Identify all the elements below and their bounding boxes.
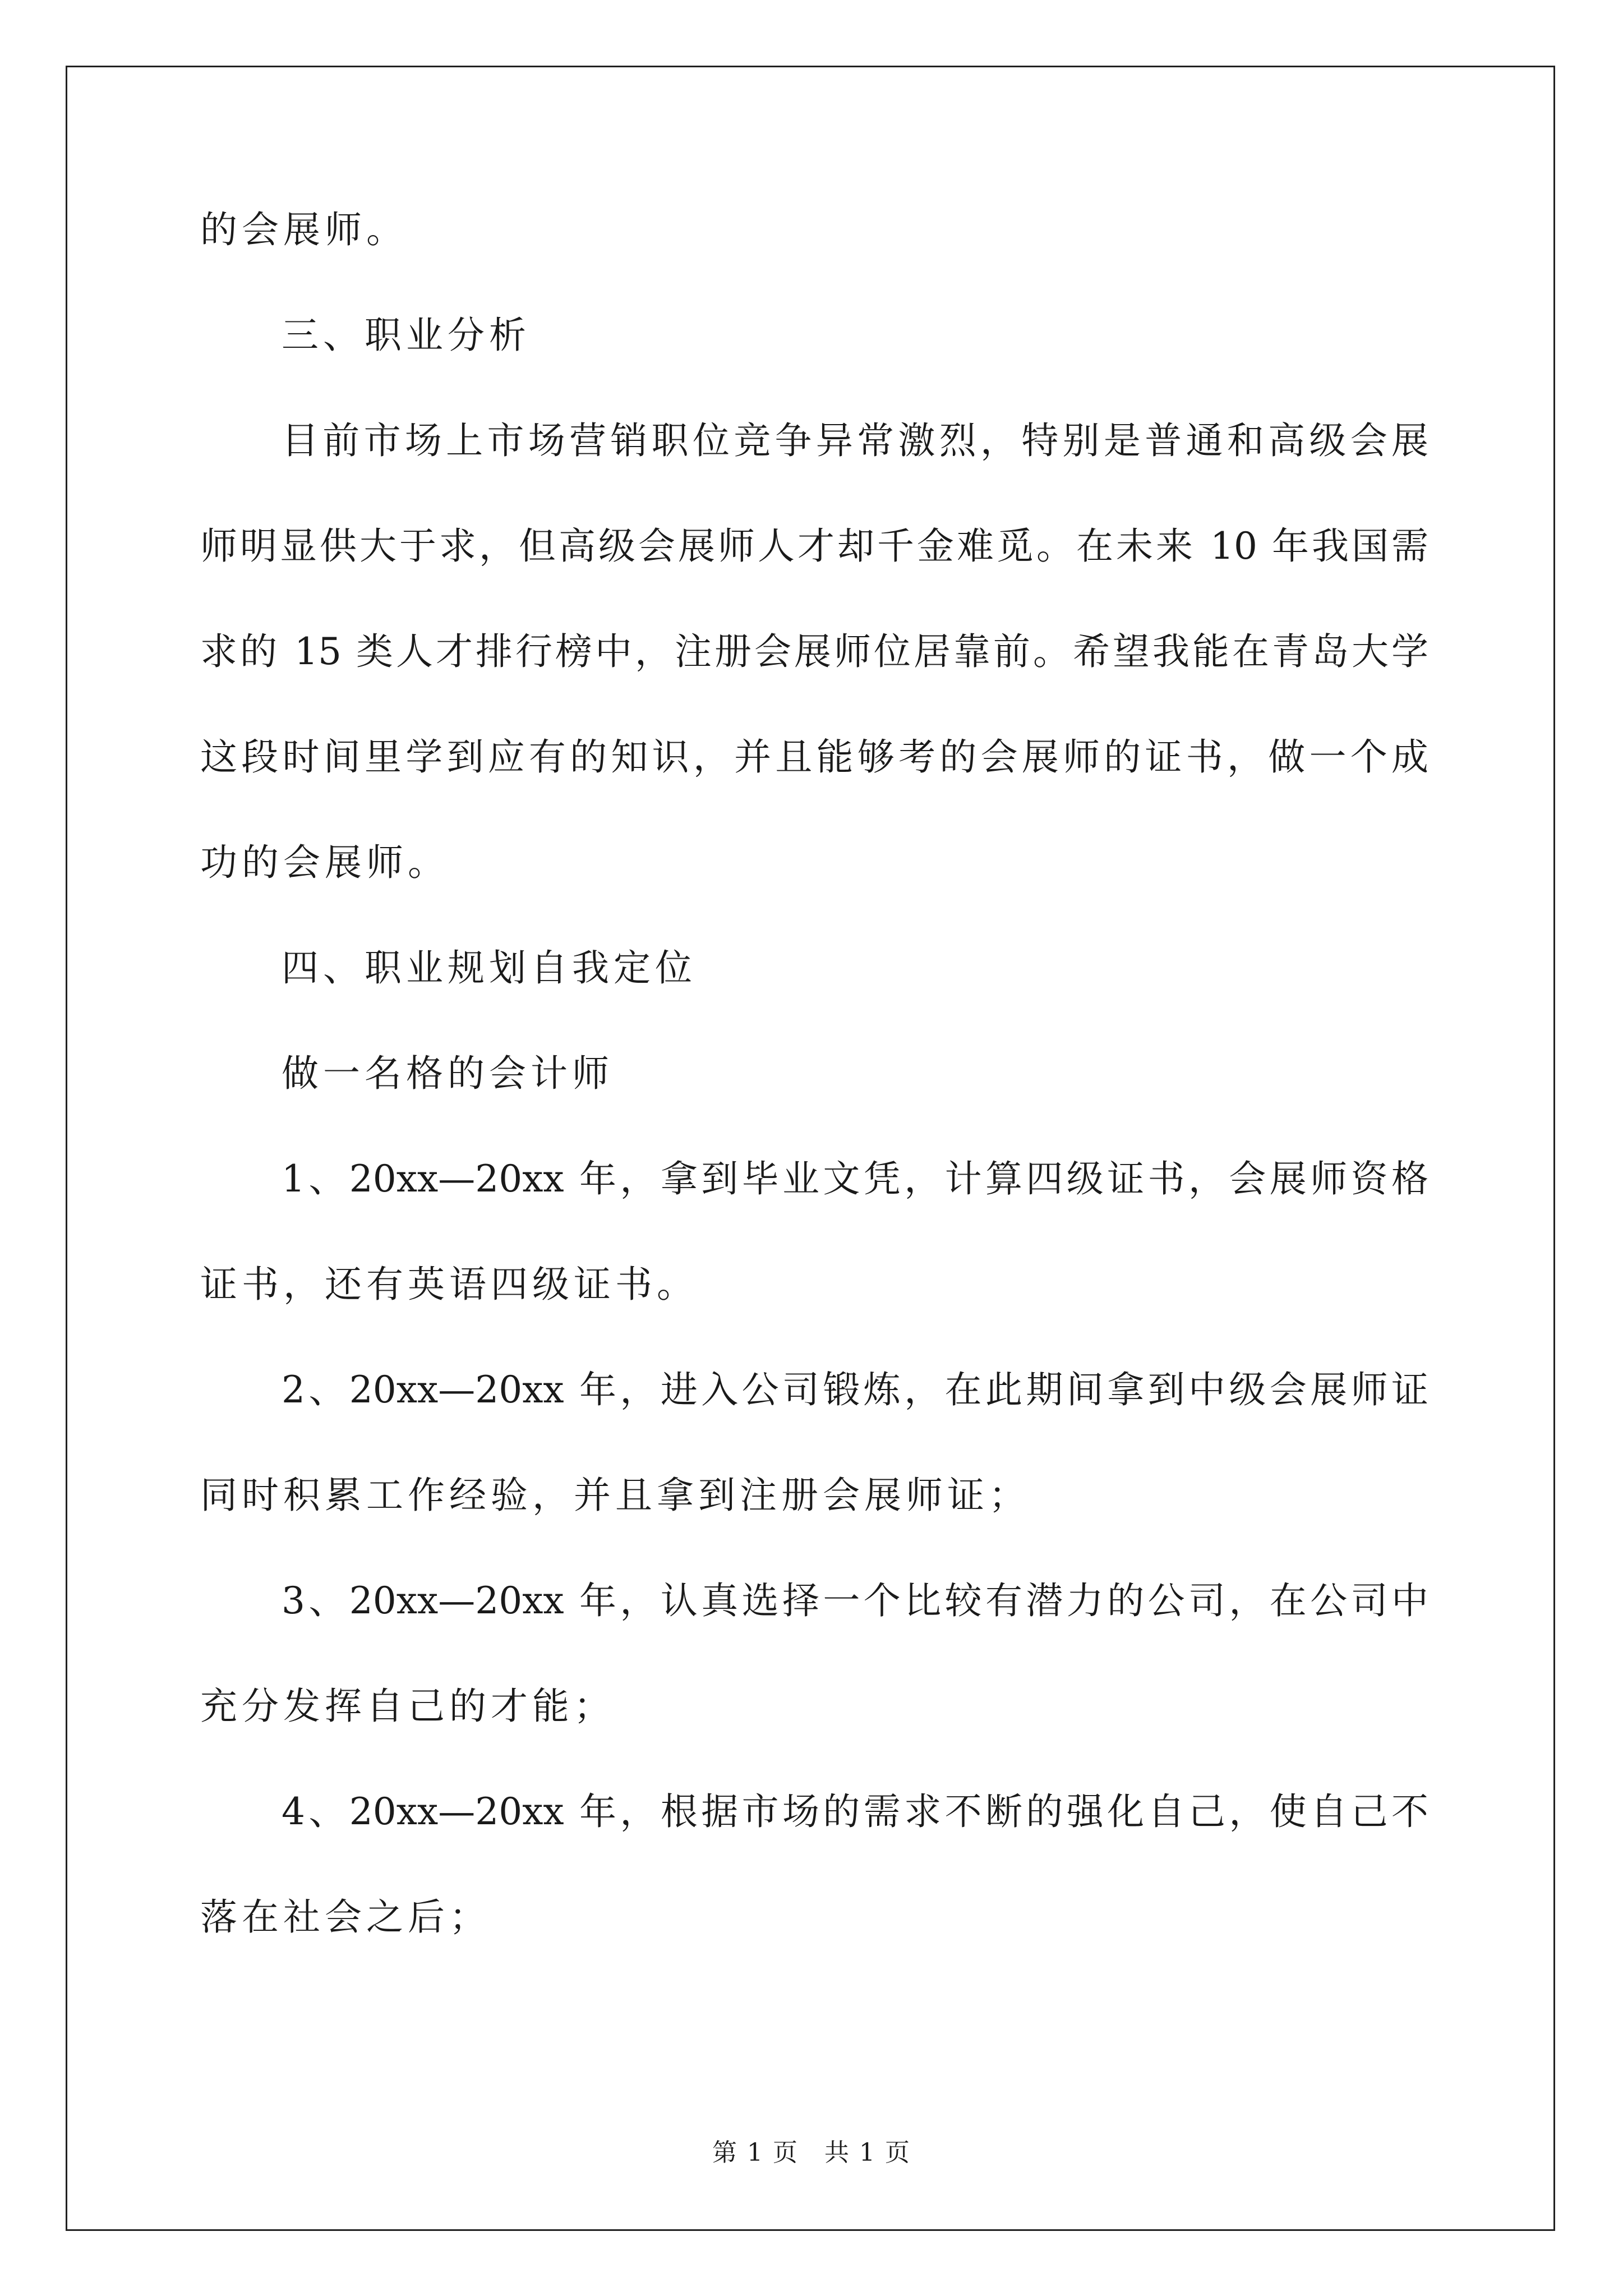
text-line: 求的 15 类人才排行榜中，注册会展师位居靠前。希望我能在青岛大学 <box>200 630 1428 673</box>
text-line: 功的会展师。 <box>200 841 449 884</box>
text-line: 做一名格的会计师 <box>282 1052 614 1095</box>
text-line: 证书，还有英语四级证书。 <box>200 1263 698 1306</box>
list-item: 3、20xx—20xx 年，认真选择一个比较有潜力的公司，在公司中 <box>282 1579 1428 1622</box>
section-heading: 四、职业规划自我定位 <box>282 946 697 990</box>
text-line: 目前市场上市场营销职位竞争异常激烈，特别是普通和高级会展 <box>282 419 1428 462</box>
list-item: 2、20xx—20xx 年，进入公司锻炼，在此期间拿到中级会展师证 <box>282 1368 1428 1411</box>
list-item: 4、20xx—20xx 年，根据市场的需求不断的强化自己，使自己不 <box>282 1790 1428 1833</box>
text-line: 师明显供大于求，但高级会展师人才却千金难觅。在未来 10 年我国需 <box>200 524 1428 568</box>
text-line: 同时积累工作经验，并且拿到注册会展师证； <box>200 1474 1030 1517</box>
section-heading: 三、职业分析 <box>282 314 531 357</box>
text-line: 落在社会之后； <box>200 1895 491 1939</box>
text-line: 充分发挥自己的才能； <box>200 1685 615 1728</box>
text-line: 的会展师。 <box>200 208 408 251</box>
text-line: 这段时间里学到应有的知识，并且能够考的会展师的证书，做一个成 <box>200 735 1428 779</box>
page-footer: 第 1 页 共 1 页 <box>712 2138 911 2167</box>
list-item: 1、20xx—20xx 年，拿到毕业文凭，计算四级证书，会展师资格 <box>282 1157 1428 1200</box>
